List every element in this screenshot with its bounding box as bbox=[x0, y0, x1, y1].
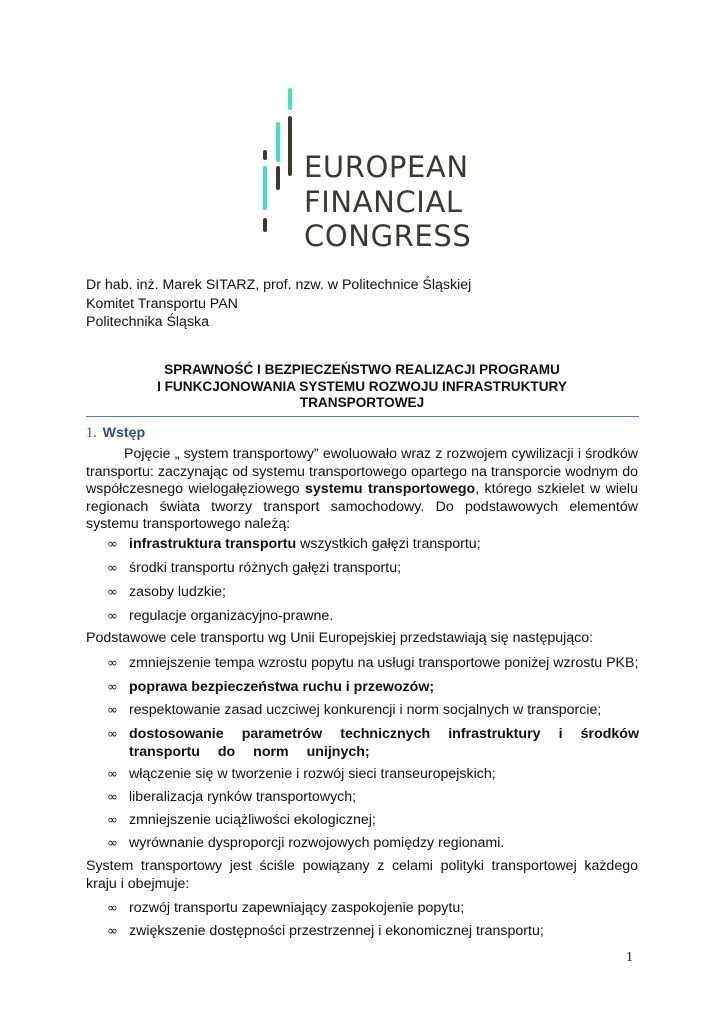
section-title: Wstęp bbox=[102, 425, 146, 441]
list-item-text: wszystkich gałęzi transportu; bbox=[296, 536, 481, 552]
logo-bar bbox=[288, 88, 292, 110]
infinity-bullet-icon: ∞ bbox=[107, 561, 118, 576]
title-line-1: SPRAWNOŚĆ I BEZPIECZEŃSTWO REALIZACJI PROGRAMU bbox=[164, 362, 560, 377]
logo-bar bbox=[263, 218, 267, 232]
document-title bbox=[86, 362, 638, 412]
title-divider bbox=[86, 416, 639, 417]
list-item-text: respektowanie zasad uczciwej konkurencji i norm socjalnych w transporcie; bbox=[129, 702, 602, 718]
infinity-bullet-icon: ∞ bbox=[107, 901, 118, 916]
list-item-text: zmniejszenie tempa wzrostu popytu na usługi transportowe poniżej wzrostu PKB; bbox=[129, 655, 639, 671]
european-financial-congress-logo bbox=[258, 86, 478, 253]
infinity-bullet-icon: ∞ bbox=[107, 727, 118, 742]
infinity-bullet-icon: ∞ bbox=[107, 813, 118, 828]
infinity-bullet-icon: ∞ bbox=[107, 836, 118, 851]
logo-bar bbox=[276, 122, 280, 162]
intro-paragraph bbox=[86, 446, 638, 534]
intro-text-2: , którego szkielet w wielu regionach świata tworzy transport samochodowy. Do podstawowych elementów systemu transportowego należą: bbox=[86, 481, 638, 533]
list-item-text: liberalizacja rynków transportowych; bbox=[129, 789, 357, 805]
author-block bbox=[86, 276, 471, 332]
list-item-bold: dostosowanie parametrów technicznych infrastruktury i środków transportu do norm unijnych; bbox=[129, 726, 639, 760]
infinity-bullet-icon: ∞ bbox=[107, 703, 118, 718]
section-number: 1. bbox=[86, 425, 97, 441]
author-name: Dr hab. inż. Marek SITARZ, prof. nzw. w Politechnice Śląskiej bbox=[86, 277, 472, 293]
logo-line-3: CONGRESS bbox=[304, 219, 472, 253]
infinity-bullet-icon: ∞ bbox=[107, 656, 118, 671]
title-line-3: TRANSPORTOWEJ bbox=[299, 395, 425, 411]
system-paragraph: System transportowy jest ściśle powiązany z celami polityki transportowej każdego kraju i obejmuje: bbox=[86, 858, 638, 892]
infinity-bullet-icon: ∞ bbox=[107, 680, 118, 695]
list-item-bold: poprawa bezpieczeństwa ruchu i przewozów; bbox=[129, 679, 435, 695]
infinity-bullet-icon: ∞ bbox=[107, 609, 118, 624]
intro-text-1: Pojęcie „ system transportowy” ewoluowało wraz z rozwojem cywilizacji i środków transportu: zaczynając od systemu transportowego opartego na transporcie wodnym do współczesnego wielogałęziowego bbox=[86, 446, 638, 498]
logo-bar bbox=[288, 116, 292, 176]
logo-line-2: FINANCIAL bbox=[304, 184, 463, 219]
list-item-text: regulacje organizacyjno-prawne. bbox=[129, 608, 334, 624]
list-item-text: zasoby ludzkie; bbox=[129, 584, 226, 600]
list-item-text: rozwój transportu zapewniający zaspokojenie popytu; bbox=[129, 900, 465, 916]
infinity-bullet-icon: ∞ bbox=[107, 767, 118, 782]
infinity-bullet-icon: ∞ bbox=[107, 537, 118, 552]
goals-intro-paragraph: Podstawowe cele transportu wg Unii Europejskiej przedstawiają się następująco: bbox=[86, 630, 594, 646]
list-item-text: zwiększenie dostępności przestrzennej i ekonomicznej transportu; bbox=[129, 923, 544, 939]
list-item-text: zmniejszenie uciążliwości ekologicznej; bbox=[129, 812, 376, 828]
logo-bar bbox=[276, 166, 280, 190]
infinity-bullet-icon: ∞ bbox=[107, 585, 118, 600]
list-item-text: włączenie się w tworzenie i rozwój sieci transeuropejskich; bbox=[129, 766, 496, 782]
page-number: 1 bbox=[626, 950, 633, 965]
intro-bold-term: systemu transportowego bbox=[305, 481, 476, 498]
logo-bar bbox=[263, 166, 267, 210]
infinity-bullet-icon: ∞ bbox=[107, 790, 118, 805]
list-item-text: wyrównanie dysproporcji rozwojowych pomiędzy regionami. bbox=[129, 835, 505, 851]
logo-wordmark bbox=[304, 150, 471, 254]
logo-line-1: EUROPEAN bbox=[304, 150, 469, 184]
infinity-bullet-icon: ∞ bbox=[107, 924, 118, 939]
logo-bar bbox=[263, 150, 267, 160]
author-affiliation-1: Komitet Transportu PAN bbox=[86, 295, 238, 312]
author-affiliation-2: Politechnika Śląska bbox=[86, 314, 210, 330]
section-heading bbox=[86, 425, 145, 442]
list-item-text: środki transportu różnych gałęzi transportu; bbox=[129, 560, 402, 576]
title-line-2: I FUNKCJONOWANIA SYSTEMU ROZWOJU INFRASTRUKTURY bbox=[157, 378, 567, 394]
list-item-bold: infrastruktura transportu bbox=[129, 536, 297, 552]
